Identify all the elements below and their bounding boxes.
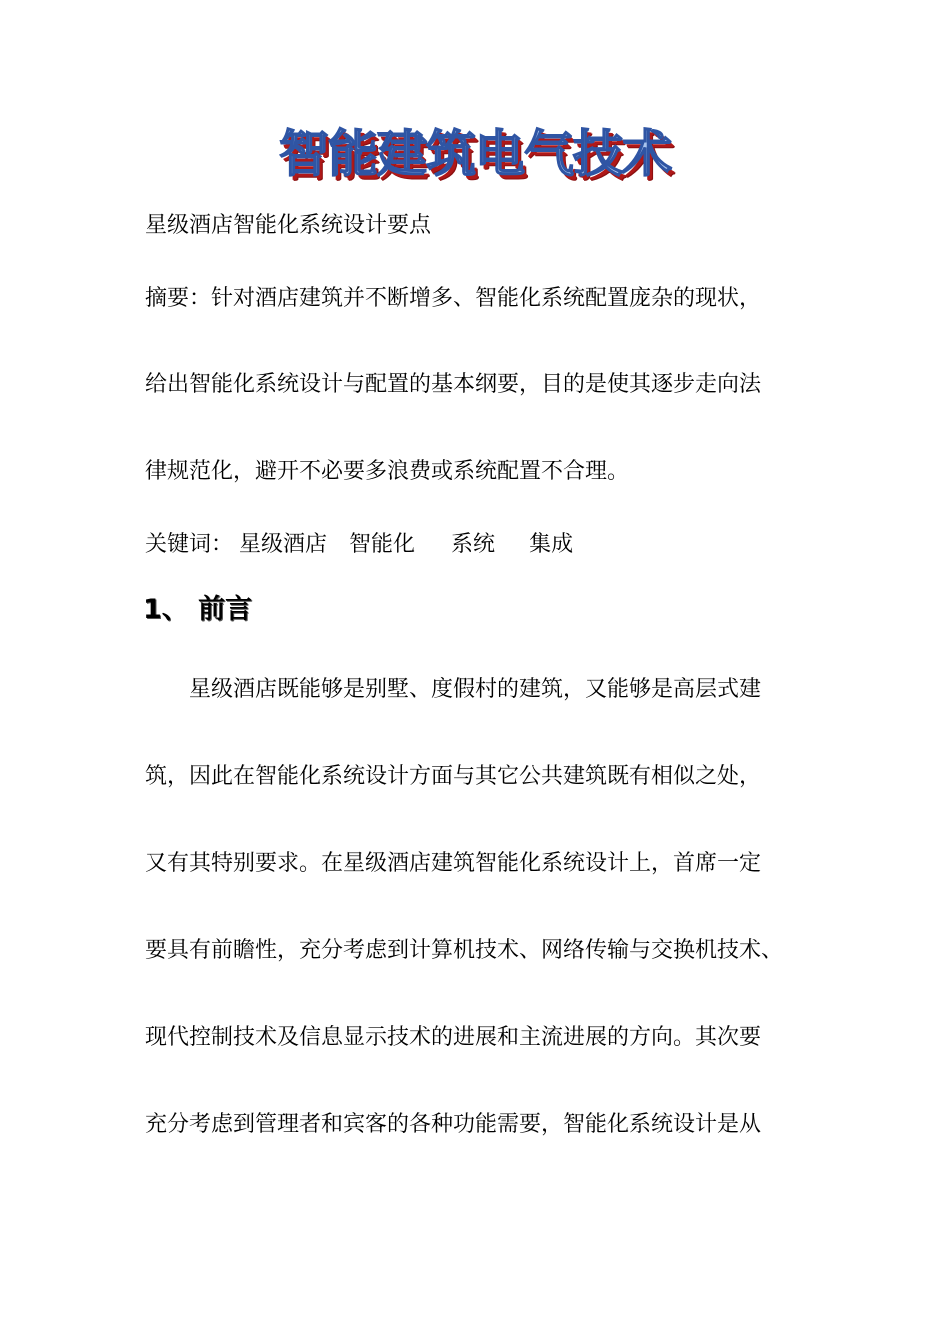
abstract-line: 律规范化，避开不必要多浪费或系统配置不合理。: [145, 459, 630, 484]
paragraph-line: 充分考虑到管理者和宾客的各种功能需要，智能化系统设计是从: [145, 1112, 762, 1137]
abstract-line: 摘要：针对酒店建筑并不断增多、智能化系统配置庞杂的现状，: [145, 286, 762, 311]
wordart-title: 智能建筑电气技术: [279, 125, 671, 183]
keyword-item: 集成: [529, 532, 574, 557]
document-subtitle: 星级酒店智能化系统设计要点: [145, 213, 432, 238]
keyword-item: 系统: [451, 532, 496, 557]
paragraph-line: 又有其特别要求。在星级酒店建筑智能化系统设计上，首席一定: [145, 851, 762, 876]
paragraph-line: 星级酒店既能够是别墅、度假村的建筑，又能够是高层式建: [189, 677, 762, 702]
keywords-label: 关键词：: [145, 532, 234, 557]
keyword-item: 星级酒店: [239, 532, 328, 557]
section-heading: 1、 前言: [143, 594, 253, 625]
paragraph-line: 要具有前瞻性，充分考虑到计算机技术、网络传输与交换机技术、: [145, 938, 784, 963]
paragraph-line: 筑，因此在智能化系统设计方面与其它公共建筑既有相似之处，: [145, 764, 762, 789]
keyword-item: 智能化: [349, 532, 416, 557]
keywords-line: [145, 529, 573, 561]
abstract-line: 给出智能化系统设计与配置的基本纲要，目的是使其逐步走向法: [145, 372, 762, 397]
paragraph-line: 现代控制技术及信息显示技术的进展和主流进展的方向。其次要: [145, 1025, 762, 1050]
